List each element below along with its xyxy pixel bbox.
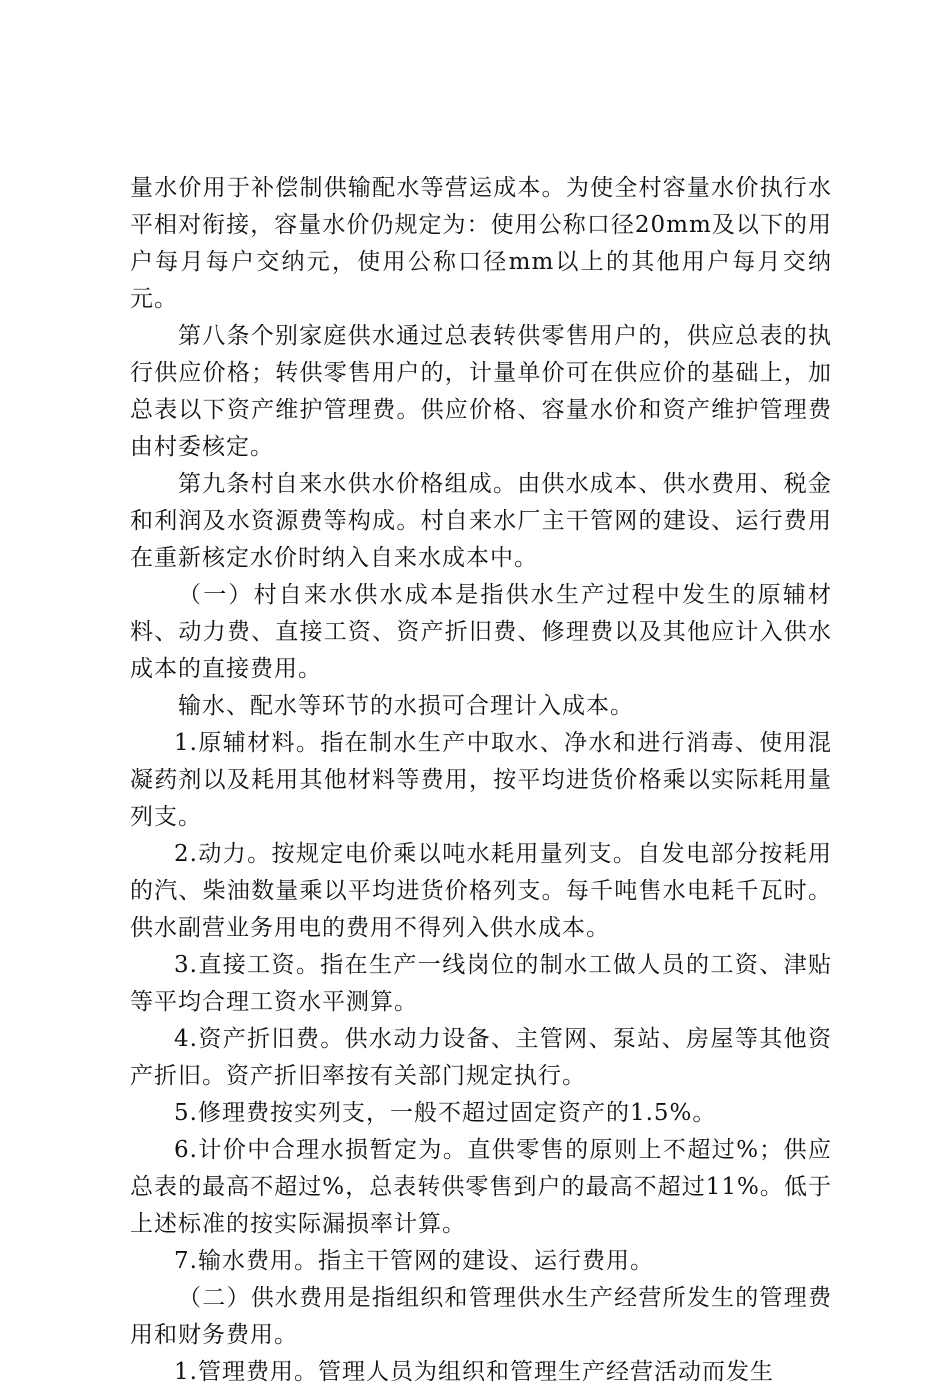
paragraph-article-8: 第八条个别家庭供水通过总表转供零售用户的，供应总表的执行供应价格；转供零售用户的，计量单价可在供应价的基础上，加总表以下资产维护管理费。供应价格、容量水价和资产维护管理费由村委核定。: [130, 323, 832, 460]
paragraph-item-6-water-loss-rate: 6.计价中合理水损暂定为。直供零售的原则上不超过%；供应总表的最高不超过%，总表转供零售到户的最高不超过11%。低于上述标准的按实际漏损率计算。: [130, 1137, 832, 1237]
paragraph-supply-expenses: （二）供水费用是指组织和管理供水生产经营所发生的管理费用和财务费用。: [130, 1285, 832, 1348]
paragraph-item-3-wages: 3.直接工资。指在生产一线岗位的制水工做人员的工资、津贴等平均合理工资水平测算。: [130, 952, 832, 1015]
paragraph-article-9: 第九条村自来水供水价格组成。由供水成本、供水费用、税金和利润及水资源费等构成。村自来水厂主干管网的建设、运行费用在重新核定水价时纳入自来水成本中。: [130, 471, 832, 571]
paragraph-item-1-materials: 1.原辅材料。指在制水生产中取水、净水和进行消毒、使用混凝药剂以及耗用其他材料等费用，按平均进货价格乘以实际耗用量列支。: [130, 730, 832, 830]
paragraph-item-7-transmission: 7.输水费用。指主干管网的建设、运行费用。: [174, 1248, 654, 1274]
paragraph-capacity-price: 量水价用于补偿制供输配水等营运成本。为使全村容量水价执行水平相对衔接，容量水价仍规定为：使用公称口径20mm及以下的用户每月每户交纳元，使用公称口径mm以上的其他用户每月交纳元。: [130, 175, 832, 312]
paragraph-item-4-depreciation: 4.资产折旧费。供水动力设备、主管网、泵站、房屋等其他资产折旧。资产折旧率按有关部门规定执行。: [130, 1026, 832, 1089]
paragraph-management-fees: 1.管理费用。管理人员为组织和管理生产经营活动而发生: [174, 1359, 774, 1385]
paragraph-supply-cost: （一）村自来水供水成本是指供水生产过程中发生的原辅材料、动力费、直接工资、资产折旧费、修理费以及其他应计入供水成本的直接费用。: [130, 582, 832, 682]
document-body: [130, 170, 832, 1391]
paragraph-item-2-power: 2.动力。按规定电价乘以吨水耗用量列支。自发电部分按耗用的汽、柴油数量乘以平均进货价格列支。每千吨售水电耗千瓦时。供水副营业务用电的费用不得列入供水成本。: [130, 841, 832, 941]
paragraph-item-5-repair: 5.修理费按实列支，一般不超过固定资产的1.5%。: [174, 1100, 717, 1126]
paragraph-water-loss: 输水、配水等环节的水损可合理计入成本。: [178, 693, 634, 719]
